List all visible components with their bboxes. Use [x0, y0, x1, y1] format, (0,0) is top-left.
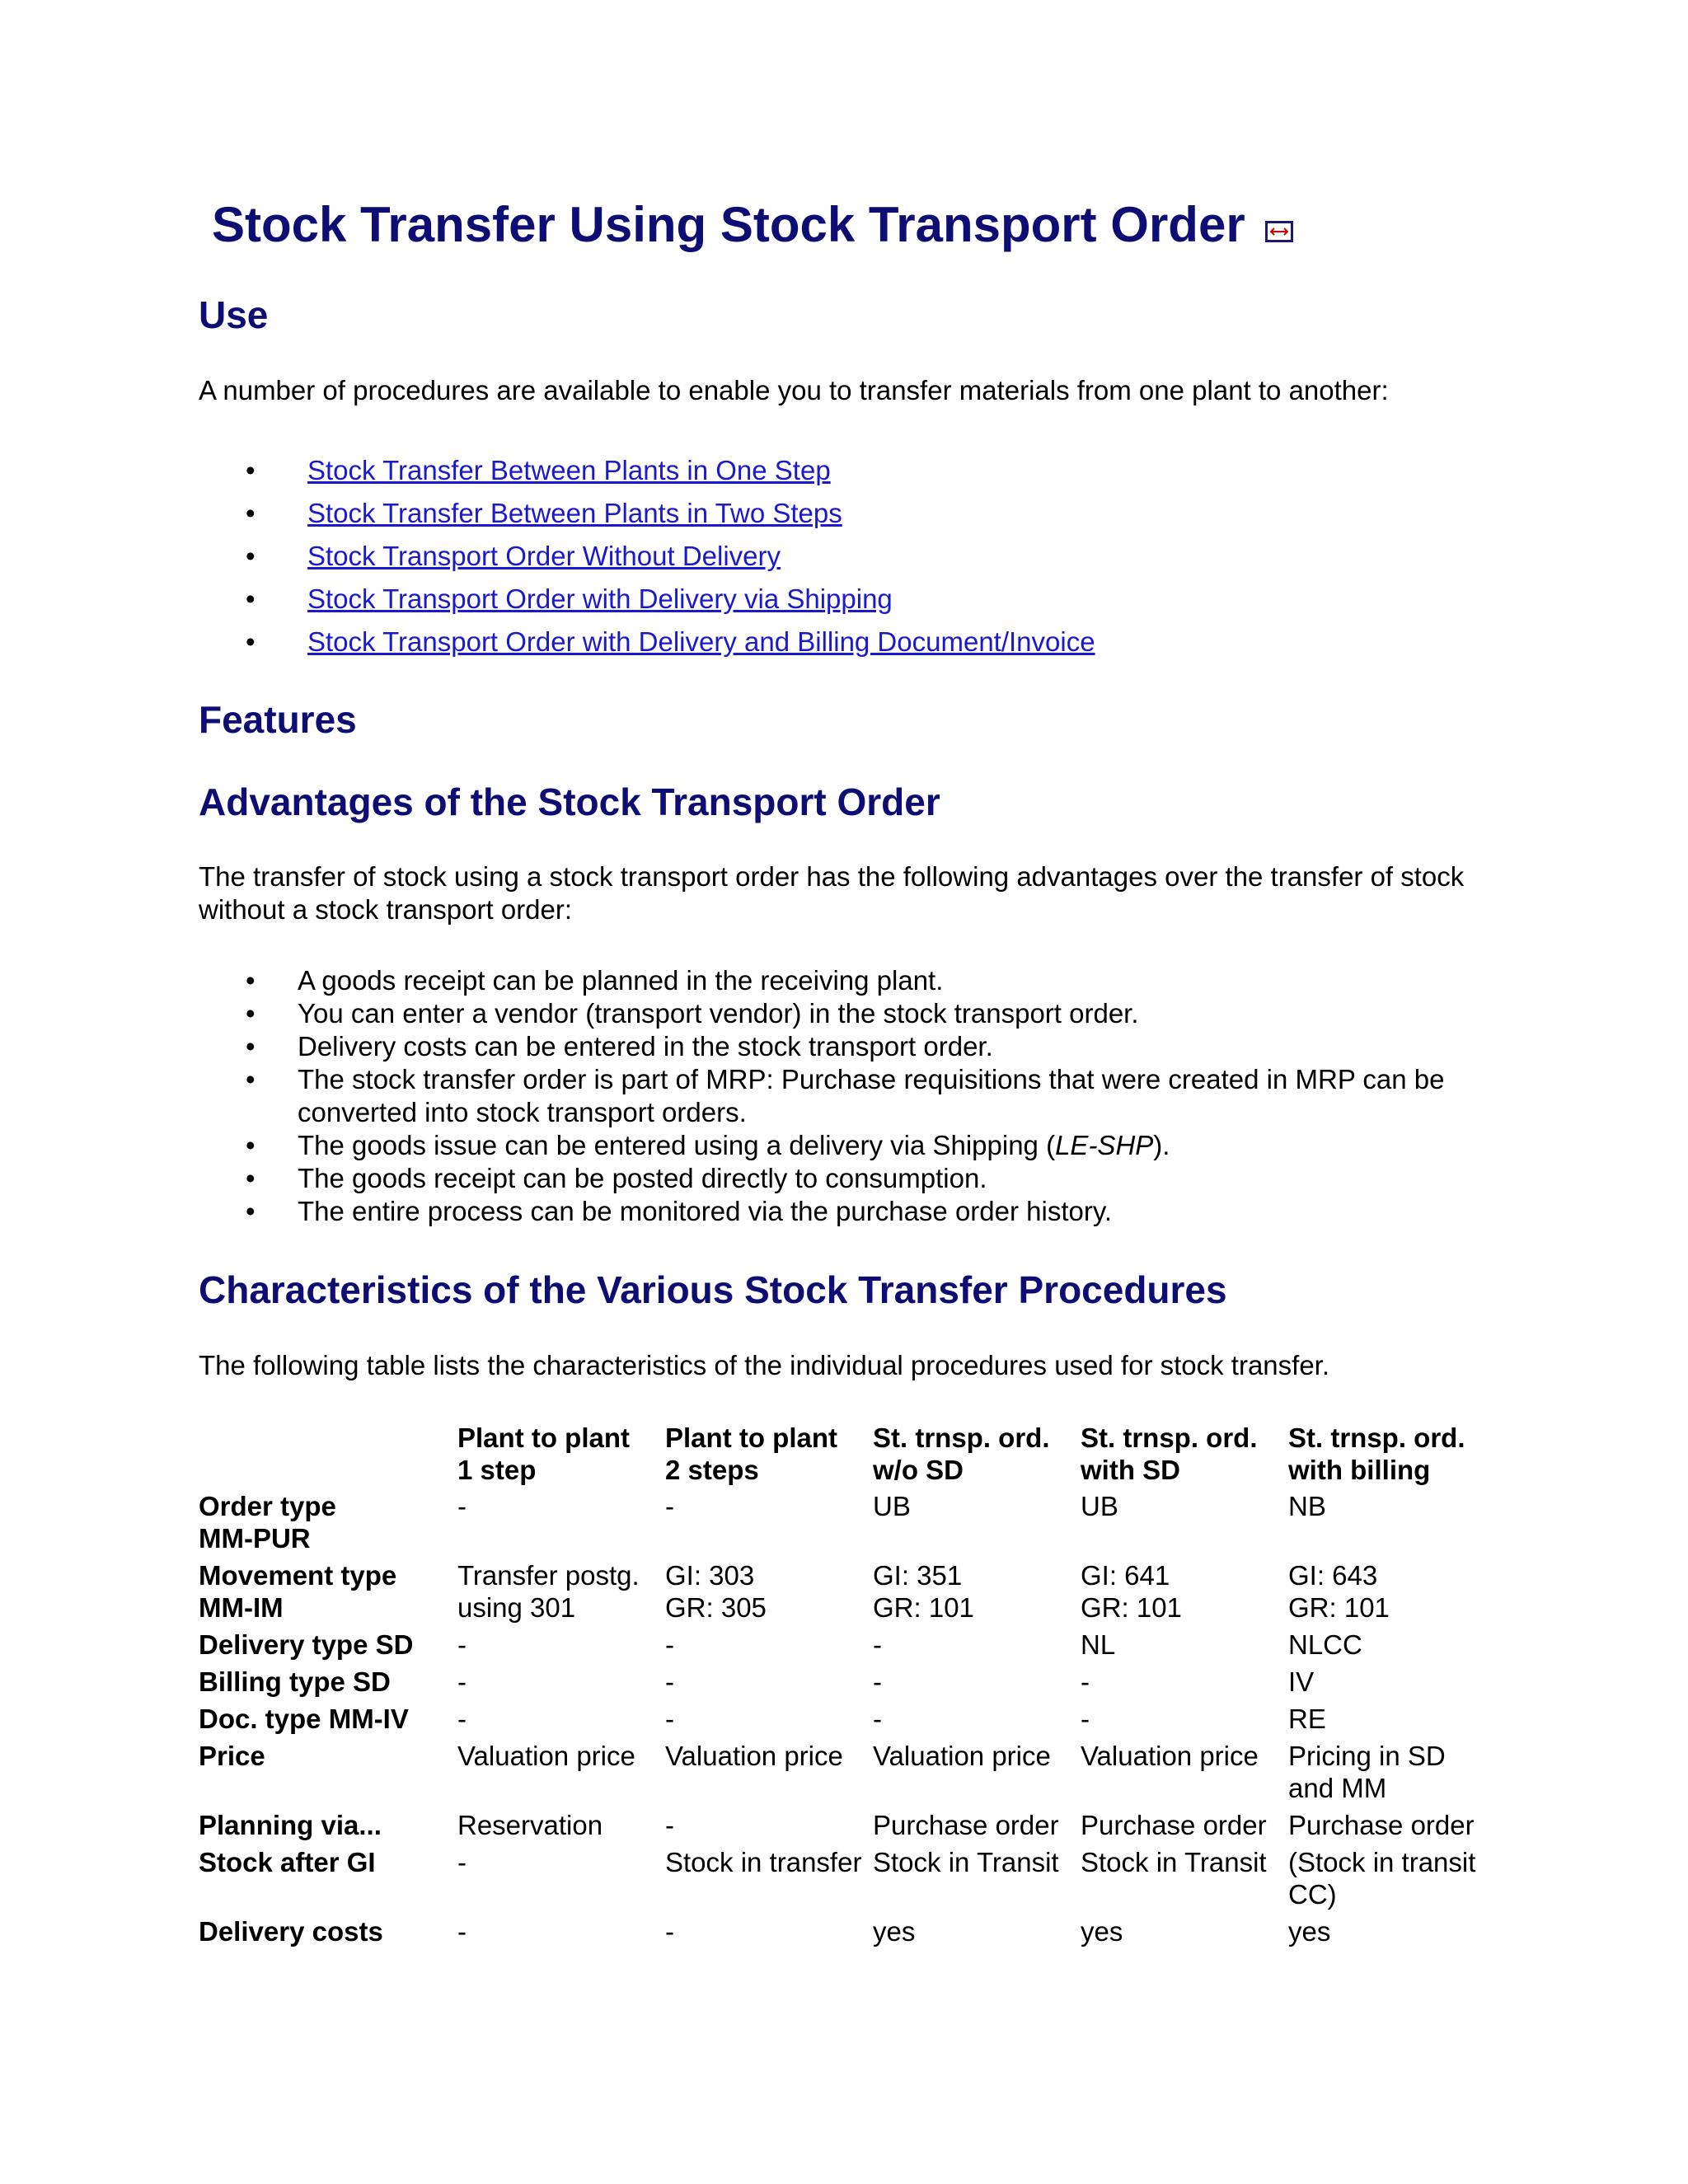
list-item [199, 1162, 1484, 1195]
features-heading: Features [199, 698, 357, 741]
bullet: • [246, 1163, 256, 1193]
table-header-row [199, 1422, 1496, 1490]
advantage-text: The entire process can be monitored via the purchase order history. [298, 1196, 1113, 1226]
advantages-heading: Advantages of the Stock Transport Order [199, 780, 940, 823]
page-title [212, 196, 1293, 253]
bullet: • [246, 583, 256, 614]
bullet: • [246, 455, 256, 485]
list-item [199, 964, 1484, 997]
cell-line: GR: 101 [1288, 1592, 1390, 1623]
cell-line: GR: 101 [873, 1592, 974, 1623]
row-header: Stock after GI [199, 1847, 376, 1877]
link-without-delivery[interactable]: Stock Transport Order Without Delivery [307, 541, 781, 571]
cell-line: GI: 351 [873, 1560, 963, 1591]
header-line: Plant to plant [665, 1422, 837, 1453]
table-cell: - [665, 1666, 674, 1697]
table-cell: - [873, 1704, 882, 1734]
bullet: • [246, 498, 256, 528]
row-header: Delivery costs [199, 1916, 383, 1947]
cell-line: GR: 101 [1081, 1592, 1182, 1623]
table-cell: - [457, 1916, 467, 1947]
row-header [199, 1490, 457, 1559]
list-item [199, 1063, 1484, 1129]
advantage-text-pre: The goods issue can be entered using a delivery via Shipping ( [298, 1130, 1056, 1160]
table-cell: NLCC [1288, 1629, 1362, 1660]
table-cell: yes [1081, 1916, 1123, 1947]
cell-line: and MM [1288, 1773, 1387, 1803]
table-row [199, 1559, 1496, 1629]
table-cell: - [457, 1847, 467, 1877]
row-header: Billing type SD [199, 1666, 391, 1697]
cell-line: Pricing in SD [1288, 1741, 1446, 1771]
use-heading: Use [199, 293, 269, 336]
row-header: Delivery type SD [199, 1629, 414, 1660]
table-row [199, 1809, 1496, 1846]
header-line: with billing [1288, 1455, 1431, 1485]
table-cell: Valuation price [457, 1741, 635, 1771]
cell-line: GI: 643 [1288, 1560, 1378, 1591]
use-intro: A number of procedures are available to enable you to transfer materials from one plant to another: [199, 375, 1389, 405]
table-cell: IV [1288, 1666, 1315, 1697]
column-header [873, 1422, 1081, 1490]
advantage-text: The stock transfer order is part of MRP: Purchase requisitions that were created in MRP can be converted into stock transport orders. [298, 1064, 1445, 1127]
link-delivery-and-billing[interactable]: Stock Transport Order with Delivery and Billing Document/Invoice [307, 626, 1095, 657]
table-row [199, 1703, 1496, 1740]
bullet: • [246, 626, 256, 657]
bullet: • [246, 965, 256, 996]
table-cell: UB [873, 1491, 911, 1521]
row-header-line: Movement type [199, 1560, 397, 1591]
link-delivery-via-shipping[interactable]: Stock Transport Order with Delivery via Shipping [307, 583, 893, 614]
row-header: Price [199, 1741, 265, 1771]
column-header [457, 1422, 665, 1490]
advantage-text-em: LE-SHP [1055, 1130, 1154, 1160]
bullet: • [246, 1130, 256, 1160]
list-item [199, 1129, 1484, 1162]
table-cell: Valuation price [873, 1741, 1051, 1771]
header-line: w/o SD [873, 1455, 964, 1485]
table-cell: - [873, 1666, 882, 1697]
table-cell [1288, 1559, 1496, 1629]
advantages-list [199, 964, 1484, 1228]
column-header [665, 1422, 873, 1490]
cell-line: GI: 641 [1081, 1560, 1170, 1591]
table-cell: RE [1288, 1704, 1326, 1734]
table-row [199, 1490, 1496, 1559]
table-cell [457, 1559, 665, 1629]
table-row [199, 1740, 1496, 1809]
table-cell: - [457, 1491, 467, 1521]
table-cell: - [665, 1810, 674, 1840]
table-row [199, 1666, 1496, 1703]
header-line: with SD [1081, 1455, 1180, 1485]
row-header: Doc. type MM-IV [199, 1704, 409, 1734]
list-item [199, 997, 1484, 1030]
table-row [199, 1846, 1496, 1915]
header-line: St. trnsp. ord. [1288, 1422, 1465, 1453]
table-cell: - [873, 1629, 882, 1660]
characteristics-heading: Characteristics of the Various Stock Transfer Procedures [199, 1268, 1227, 1311]
cell-line: GR: 305 [665, 1592, 767, 1623]
cell-line: (Stock in transit [1288, 1847, 1476, 1877]
link-two-steps[interactable]: Stock Transfer Between Plants in Two Steps [307, 498, 842, 528]
bullet: • [246, 541, 256, 571]
table-cell: - [665, 1704, 674, 1734]
characteristics-table [199, 1422, 1496, 1952]
header-line: 1 step [457, 1455, 537, 1485]
table-cell: NB [1288, 1491, 1326, 1521]
advantages-intro: The transfer of stock using a stock transport order has the following advantages over the transfer of stock without a stock transport order: [199, 861, 1465, 925]
table-cell: NL [1081, 1629, 1116, 1660]
advantage-text: You can enter a vendor (transport vendor) in the stock transport order. [298, 998, 1139, 1029]
table-cell: yes [873, 1916, 916, 1947]
corner-cell [199, 1422, 457, 1490]
table-cell: Reservation [457, 1810, 603, 1840]
advantage-text-post: ). [1153, 1130, 1170, 1160]
cell-line: Transfer postg. [457, 1560, 640, 1591]
table-cell: - [457, 1629, 467, 1660]
table-cell: Stock in Transit [873, 1847, 1059, 1877]
bullet: • [246, 1064, 256, 1094]
table-cell: Purchase order [873, 1810, 1059, 1840]
table-cell: Stock in transfer [665, 1847, 862, 1877]
advantage-text: A goods receipt can be planned in the receiving plant. [298, 965, 944, 996]
table-cell [1288, 1846, 1496, 1915]
list-item [199, 1030, 1484, 1063]
page-title-text: Stock Transfer Using Stock Transport Order [212, 197, 1245, 252]
bullet: • [246, 998, 256, 1029]
table-cell: Purchase order [1081, 1810, 1267, 1840]
table-cell: - [665, 1916, 674, 1947]
table-cell: - [665, 1629, 674, 1660]
row-header-line: MM-IM [199, 1592, 284, 1623]
row-header-line: Order type [199, 1491, 336, 1521]
column-header [1288, 1422, 1496, 1490]
header-line: Plant to plant [457, 1422, 630, 1453]
expand-arrows-icon[interactable] [1265, 221, 1293, 242]
table-cell: UB [1081, 1491, 1118, 1521]
table-cell [1081, 1559, 1288, 1629]
table-cell: Purchase order [1288, 1810, 1475, 1840]
table-cell: Valuation price [1081, 1741, 1259, 1771]
bullet: • [246, 1031, 256, 1062]
table-cell: - [665, 1491, 674, 1521]
column-header [1081, 1422, 1288, 1490]
cell-line: CC) [1288, 1879, 1337, 1910]
list-item [199, 1195, 1484, 1228]
table-cell [873, 1559, 1081, 1629]
row-header: Planning via... [199, 1810, 382, 1840]
table-cell: - [457, 1704, 467, 1734]
row-header [199, 1559, 457, 1629]
advantage-text: Delivery costs can be entered in the stock transport order. [298, 1031, 993, 1062]
table-cell: - [457, 1666, 467, 1697]
cell-line: GI: 303 [665, 1560, 755, 1591]
table-cell [1288, 1740, 1496, 1809]
bullet: • [246, 1196, 256, 1226]
table-cell: Stock in Transit [1081, 1847, 1267, 1877]
table-cell: - [1081, 1666, 1090, 1697]
header-line: 2 steps [665, 1455, 759, 1485]
table-cell [665, 1559, 873, 1629]
table-cell: Valuation price [665, 1741, 843, 1771]
cell-line: using 301 [457, 1592, 576, 1623]
table-row [199, 1915, 1496, 1952]
link-one-step[interactable]: Stock Transfer Between Plants in One Step [307, 455, 831, 485]
row-header-line: MM-PUR [199, 1523, 311, 1554]
header-line: St. trnsp. ord. [873, 1422, 1050, 1453]
advantage-text: The goods receipt can be posted directly to consumption. [298, 1163, 987, 1193]
table-row [199, 1629, 1496, 1666]
characteristics-intro: The following table lists the characteristics of the individual procedures used for stock transfer. [199, 1350, 1330, 1380]
table-cell: yes [1288, 1916, 1331, 1947]
header-line: St. trnsp. ord. [1081, 1422, 1258, 1453]
table-cell: - [1081, 1704, 1090, 1734]
